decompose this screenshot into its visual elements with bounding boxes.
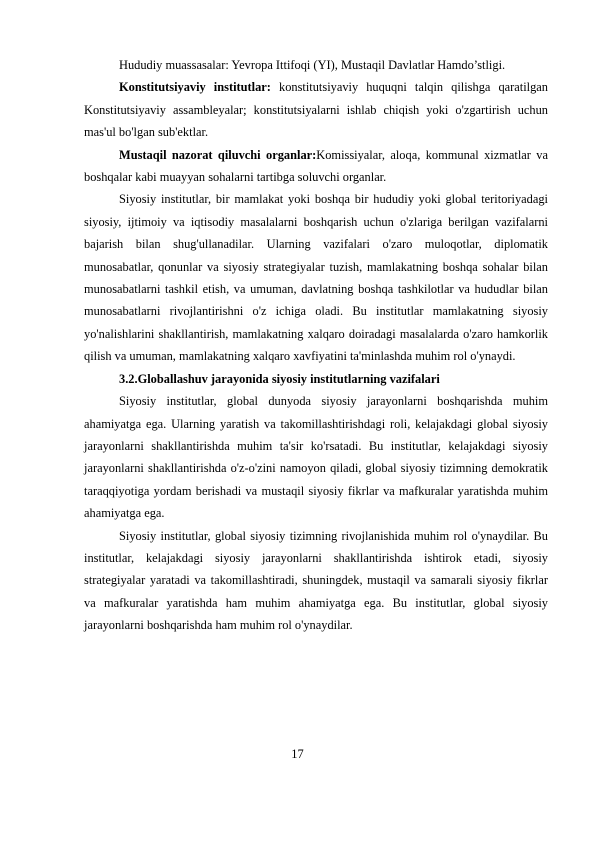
paragraph-text: Hududiy muassasalar: Yevropa Ittifoqi (YI), Mustaqil Davlatlar Hamdo’stligi. — [119, 58, 506, 72]
paragraph-text: Siyosiy institutlar, bir mamlakat yoki boshqa bir hududiy yoki global teritoriyadagi siyosiy, ijtimoiy va iqtisodiy masalalarni boshqarish uchun o'zlariga berilgan vazifalarni bajarish bilan shug'ullanadilar. Ularning vazifalari o'zaro muloqotlar, diplomatik munosabatlar, qonunlar va siyosiy strategiyalar tuzish, mamlakatning boshqa sohalar bilan munosabatlarni tashkil etish, va umuman, davlatning boshqa tashkilotlar va hududlar bilan munosabatlarni rivojlantirishni o'z ichiga oladi. Bu institutlar mamlakatning siyosiy yo'nalishlarini shakllantirish, mamlakatning xalqaro doiradagi masalalarda o'zaro hamkorlik qilish va umuman, mamlakatning xalqaro xavfiyatini ta'minlashda muhim rol o'ynaydi. — [84, 192, 548, 364]
section-heading: 3.2.Globallashuv jarayonida siyosiy institutlarning vazifalari — [119, 371, 440, 386]
paragraph-global-development — [84, 525, 548, 637]
paragraph-political-institutions — [84, 188, 548, 367]
paragraph-text: Siyosiy institutlar, global siyosiy tizimning rivojlanishida muhim rol o'ynaydilar. Bu institutlar, kelajakdagi siyosiy jarayonlarni shakllantirishda ishtirok etadi, siyosiy strategiyalar yaratadi va takomillashtiradi, shuningdek, mustaqil va samarali siyosiy fikrlar va mafkuralar yaratishda ham muhim ahamiyatga ega. Bu institutlar, global siyosiy jarayonlarni boshqarishda ham muhim rol o'ynaydilar. — [84, 528, 548, 633]
paragraph-constitutional-institutions — [84, 76, 548, 143]
paragraph-global-role — [84, 390, 548, 524]
paragraph-lead-term: Konstitutsiyaviy institutlar: — [119, 80, 271, 95]
paragraph-text: Komissiyalar, aloqa, kommunal xizmatlar va boshqalar kabi muayyan sohalarni tartibga soluvchi organlar. — [84, 147, 548, 185]
paragraph-independent-regulators — [84, 144, 548, 189]
paragraph-regional-institutions — [84, 54, 548, 76]
paragraph-lead-term: Mustaqil nazorat qiluvchi organlar: — [119, 147, 317, 162]
paragraph-text: Siyosiy institutlar, global dunyoda siyosiy jarayonlarni boshqarishda muhim ahamiyatga ega. Ularning yaratish va takomillashtirishdagi roli, kelajakdagi global siyosiy jarayonlarni shakllantirishda muhim ta'sir ko'rsatadi. Bu institutlar, kelajakdagi siyosiy jarayonlarni shakllantirishda o'z-o'zini namoyon qiladi, global siyosiy tizimning demokratik taraqqiyotiga yordam berishadi va mustaqil siyosiy fikrlar va mafkuralar yaratishda muhim ahamiyatga ega. — [84, 394, 548, 521]
paragraph-text: konstitutsiyaviy huquqni talqin qilishga qaratilgan Konstitutsiyaviy assambleyalar; konstitutsiyalarni ishlab chiqish yoki o'zgartirish uchun mas'ul bo'lgan sub'ektlar. — [84, 80, 548, 140]
document-body — [84, 54, 548, 637]
page-number: 17 — [291, 747, 304, 761]
